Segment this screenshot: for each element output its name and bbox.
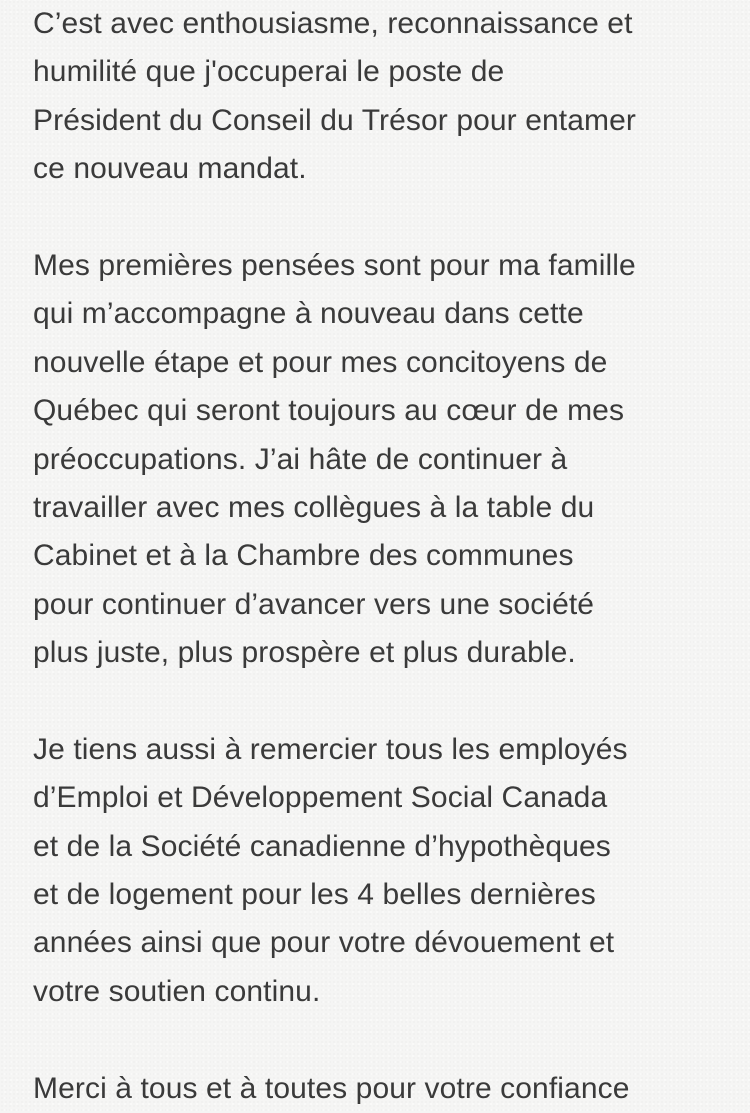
paragraph-thanks-employees — [33, 726, 733, 1016]
text-line: votre soutien continu. — [33, 974, 321, 1008]
text-line: et de logement pour les 4 belles dernières — [33, 878, 596, 912]
text-line: nouvelle étape et pour mes concitoyens de — [33, 345, 608, 379]
text-line: Québec qui seront toujours au cœur de mes — [33, 394, 625, 428]
note-body — [33, 0, 733, 1113]
text-line: préoccupations. J’ai hâte de continuer à — [33, 442, 568, 476]
paragraph-family — [33, 242, 733, 678]
paragraph-closing — [33, 1065, 733, 1113]
paragraph-spacer — [33, 1016, 733, 1064]
paragraph-intro — [33, 0, 733, 194]
text-line: qui m’accompagne à nouveau dans cette — [33, 297, 584, 331]
text-line: ce nouveau mandat. — [33, 152, 307, 186]
text-line: humilité que j'occuperai le poste de — [33, 55, 505, 89]
text-line: Je tiens aussi à remercier tous les employés — [33, 732, 628, 766]
text-line: travailler avec mes collègues à la table du — [33, 490, 595, 524]
text-line: plus juste, plus prospère et plus durable. — [33, 636, 576, 670]
text-line: Président du Conseil du Trésor pour entamer — [33, 103, 636, 137]
text-line: années ainsi que pour votre dévouement et — [33, 926, 615, 960]
text-line: et de la Société canadienne d’hypothèques — [33, 829, 611, 863]
text-line: Merci à tous et à toutes pour votre confiance — [33, 1071, 630, 1105]
text-line: Cabinet et à la Chambre des communes — [33, 539, 574, 573]
paragraph-spacer — [33, 677, 733, 725]
text-line: Mes premières pensées sont pour ma famille — [33, 248, 636, 282]
text-line: d’Emploi et Développement Social Canada — [33, 781, 608, 815]
paragraph-spacer — [33, 194, 733, 242]
text-line: C’est avec enthousiasme, reconnaissance et — [33, 7, 633, 40]
text-line: pour continuer d’avancer vers une société — [33, 587, 595, 621]
